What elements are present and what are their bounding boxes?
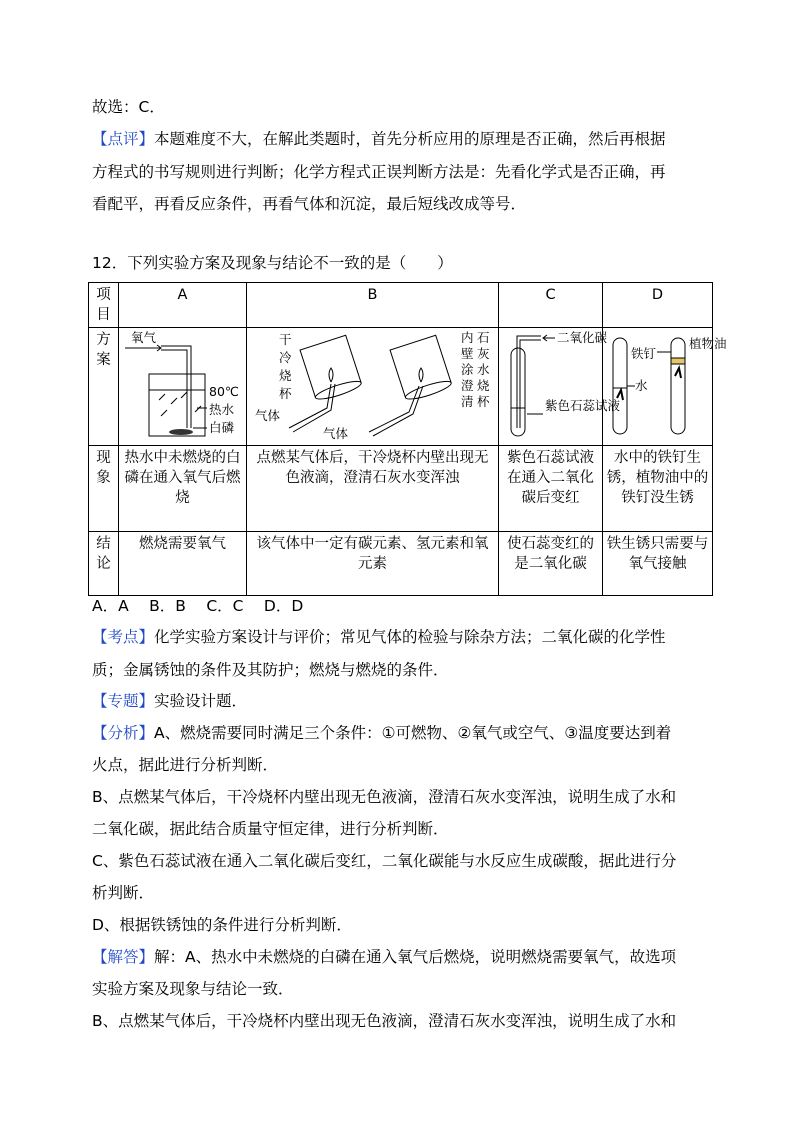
figure-b-cell (247, 328, 499, 446)
question-stem: 12．下列实验方案及现象与结论不一致的是（ ） (92, 254, 453, 272)
fenxi-line-1 (92, 722, 671, 744)
kaodian-line-2: 质；金属锈蚀的条件及其防护；燃烧与燃烧的条件． (92, 661, 449, 679)
limewater-char: 澄 (460, 378, 474, 393)
figure-c-litmus (501, 328, 620, 442)
label-phosphorus: 白磷 (208, 420, 234, 435)
limewater-char: 水 (476, 362, 490, 377)
review-line-1 (92, 128, 666, 150)
limewater-char: 清 (460, 394, 474, 409)
answer-line: 故选：C． (92, 98, 165, 116)
label-oil: 植物油 (688, 336, 727, 351)
fenxi-text-1: A、燃烧需要同时满足三个条件：①可燃物、②氧气或空气、③温度要达到着 (154, 724, 672, 742)
kaodian-text-1: 化学实验方案设计与评价；常见气体的检验与除杂方法；二氧化碳的化学性 (154, 628, 666, 646)
figure-d-cell (603, 328, 727, 446)
fenxi-tag: 【分析】 (92, 724, 155, 742)
analysis-c-line-1: C、紫色石蕊试液在通入二氧化碳后变红，二氧化碳能与水反应生成碳酸，据此进行分 (92, 852, 677, 870)
label-cold: 冷 (278, 350, 292, 365)
limewater-char: 石 (476, 330, 490, 345)
label-oxygen: 氧气 (130, 330, 156, 345)
label-hot-water: 热水 (208, 402, 234, 417)
conclusion-a: 燃烧需要氧气 (119, 532, 247, 596)
conclusion-row (89, 532, 713, 596)
figure-a-burning-phosphorus (121, 328, 245, 442)
header-item: 项目 (89, 283, 119, 328)
analysis-c-line-2: 析判断． (92, 884, 155, 902)
label-cup: 杯 (278, 386, 292, 401)
experiment-table (88, 282, 727, 596)
oil-layer (671, 358, 685, 364)
label-80c: 80℃ (208, 384, 239, 399)
plan-row (89, 328, 713, 446)
label-water-d: 水 (634, 378, 648, 393)
limewater-char: 烧 (476, 378, 490, 393)
figure-a-cell (119, 328, 247, 446)
zhuanti-tag: 【专题】 (92, 692, 155, 710)
beaker-a (149, 374, 205, 436)
conclusion-c: 使石蕊变红的是二氧化碳 (499, 532, 603, 596)
jieda-b-line: B、点燃某气体后，干冷烧杯内壁出现无色液滴，澄清石灰水变浑浊，说明生成了水和 (92, 1012, 677, 1030)
label-burn: 烧 (278, 368, 292, 383)
header-a: A (119, 283, 247, 328)
label-nail: 铁钉 (630, 346, 656, 361)
review-text-1: 本题难度不大，在解此类题时，首先分析应用的原理是否正确，然后再根据 (154, 130, 666, 148)
nail-d2 (675, 368, 681, 378)
label-gas-2: 气体 (322, 426, 348, 441)
jieda-tag: 【解答】 (92, 948, 155, 966)
test-tube-d1 (613, 338, 627, 434)
flame-b2 (419, 368, 423, 382)
limewater-char: 壁 (460, 346, 474, 361)
header-b: B (247, 283, 499, 328)
review-line-2: 方程式的书写规则进行判断；化学方程式正误判断方法是：先看化学式是否正确，再 (92, 163, 666, 181)
label-dry: 干 (278, 332, 292, 347)
phenomenon-d: 水中的铁钉生锈，植物油中的铁钉没生锈 (603, 446, 713, 532)
figure-c-cell (499, 328, 620, 446)
test-tube-d2 (671, 338, 685, 434)
zhuanti-line (92, 690, 247, 712)
limewater-char: 杯 (476, 394, 490, 409)
jieda-line-2: 实验方案及现象与结论一致． (92, 980, 294, 998)
phenomenon-a: 热水中未燃烧的白磷在通入氧气后燃烧 (119, 446, 247, 532)
conclusion-b: 该气体中一定有碳元素、氢元素和氧元素 (247, 532, 499, 596)
analysis-b-line-2: 二氧化碳，据此结合质量守恒定律，进行分析判断． (92, 820, 449, 838)
figure-d-rusting (605, 328, 727, 442)
label-gas-1: 气体 (254, 408, 280, 423)
label-co2-1: 二氧化碳 (556, 330, 607, 345)
header-c: C (499, 283, 603, 328)
header-d: D (603, 283, 713, 328)
zhuanti-text: 实验设计题． (154, 692, 248, 710)
limewater-char: 内 (460, 330, 474, 345)
row-label-plan: 方案 (89, 328, 119, 446)
row-label-conclusion: 结论 (89, 532, 119, 596)
analysis-b-line-1: B、点燃某气体后，干冷烧杯内壁出现无色液滴，澄清石灰水变浑浊，说明生成了水和 (92, 788, 677, 806)
phenomenon-row (89, 446, 713, 532)
flame-b1 (329, 368, 333, 382)
phenomenon-b: 点燃某气体后，干冷烧杯内壁出现无色液滴，澄清石灰水变浑浊 (247, 446, 499, 532)
limewater-char: 涂 (460, 362, 474, 377)
kaodian-line-1 (92, 626, 666, 648)
analysis-d-line: D、根据铁锈蚀的条件进行分析判断． (92, 916, 352, 934)
limewater-char: 灰 (476, 346, 490, 361)
answer-options: A．A B．B C．C D．D (92, 597, 304, 615)
conclusion-d: 铁生锈只需要与氧气接触 (603, 532, 713, 596)
phenomenon-c: 紫色石蕊试液在通入二氧化碳后变红 (499, 446, 603, 532)
review-tag: 【点评】 (92, 130, 155, 148)
kaodian-tag: 【考点】 (92, 628, 155, 646)
review-line-3: 看配平，再看反应条件，再看气体和沉淀，最后短线改成等号． (92, 195, 527, 213)
jieda-text-1: 解：A、热水中未燃烧的白磷在通入氧气后燃烧，说明燃烧需要氧气，故选项 (154, 948, 677, 966)
jieda-line-1 (92, 946, 676, 968)
figure-b-gas-combustion (249, 328, 497, 442)
fenxi-line-2: 火点，据此进行分析判断． (92, 756, 279, 774)
table-header-row (89, 283, 713, 328)
test-tube-c (511, 348, 525, 436)
white-phosphorus (169, 429, 193, 435)
label-litmus: 紫色石蕊试液 (544, 398, 620, 413)
row-label-phenomenon: 现象 (89, 446, 119, 532)
